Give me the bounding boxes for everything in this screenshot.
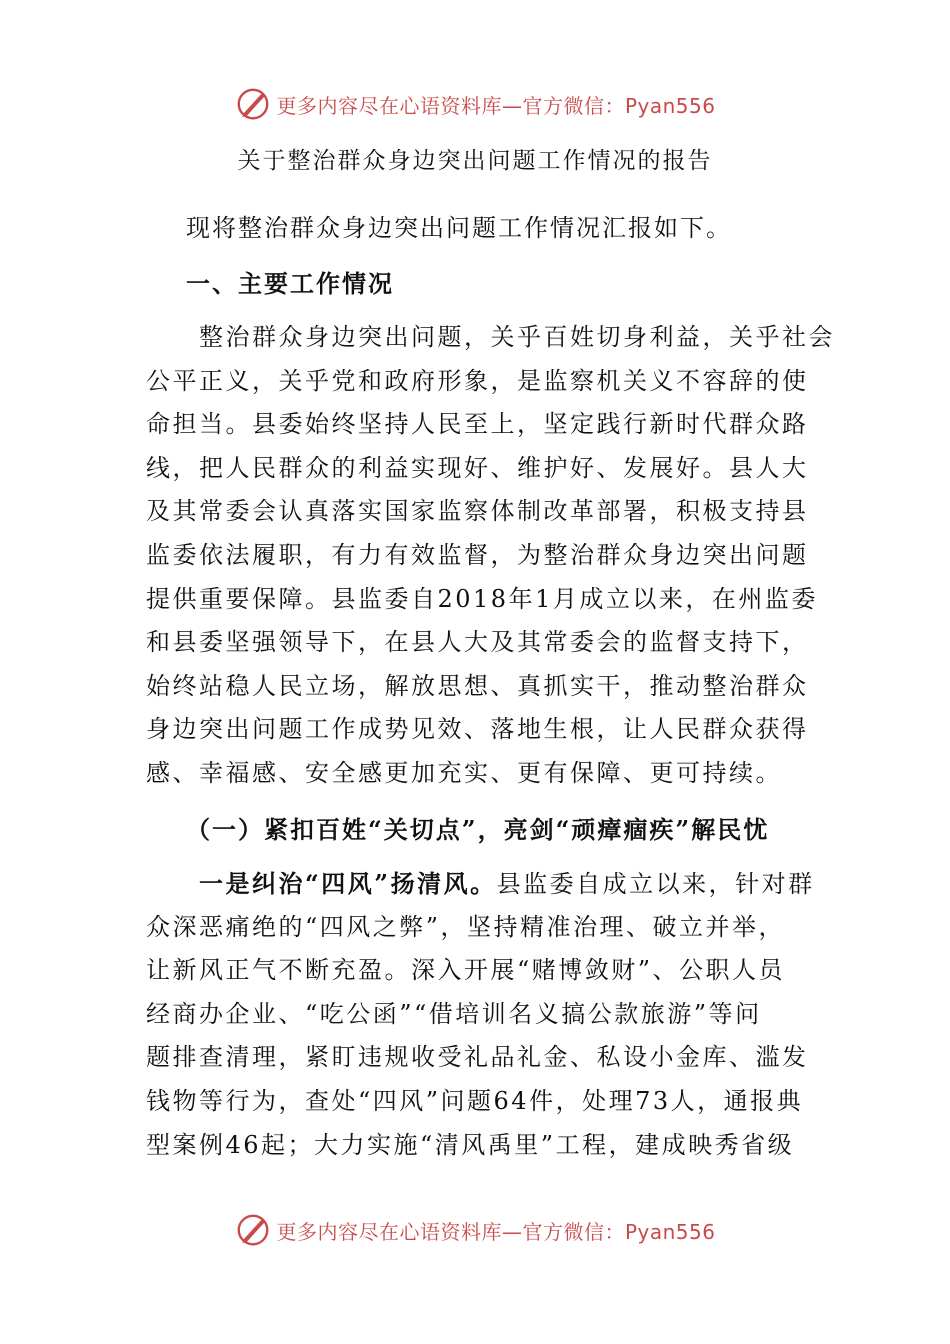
paragraph-main-work [146, 316, 835, 796]
paragraph-line: 感、幸福感、安全感更加充实、更有保障、更可持续。 [146, 758, 782, 787]
paragraph-line: 型案例46起；大力实施“清风禹里”工程，建成映秀省级 [146, 1130, 795, 1159]
paragraph-line: 及其常委会认真落实国家监察体制改革部署，积极支持县 [146, 497, 809, 526]
paragraph-line: 线，把人民群众的利益实现好、维护好、发展好。县人大 [146, 453, 809, 482]
paragraph-line: 题排查清理，紧盯违规收受礼品礼金、私设小金库、滥发 [146, 1043, 809, 1072]
paragraph-line: 和县委坚强领导下，在县人大及其常委会的监督支持下， [146, 628, 809, 657]
header-banner-text: 更多内容尽在心语资料库—官方微信：Pyan556 [276, 93, 716, 118]
footer-banner [0, 1210, 950, 1250]
section-heading-main-work: 一、主要工作情况 [186, 269, 394, 298]
paragraph-line: 众深恶痛绝的“四风之弊”，坚持精准治理、破立并举， [146, 912, 786, 941]
header-banner [0, 84, 950, 124]
paragraph-line: 提供重要保障。县监委自2018年1月成立以来，在州监委 [146, 584, 818, 613]
intro-text: 现将整治群众身边突出问题工作情况汇报如下。 [186, 214, 732, 242]
paragraph-line: 始终站稳人民立场，解放思想、真抓实干，推动整治群众 [146, 671, 809, 700]
paragraph-line: 让新风正气不断充盈。深入开展“赌博敛财”、公职人员 [146, 956, 786, 985]
paragraph-line: 公平正义，关乎党和政府形象，是监察机关义不容辞的使 [146, 366, 809, 395]
paragraph-four-winds [146, 862, 815, 1167]
paragraph-line: 监委依法履职，有力有效监督，为整治群众身边突出问题 [146, 540, 809, 569]
paragraph-line [146, 862, 815, 906]
paragraph-line: 命担当。县委始终坚持人民至上，坚定践行新时代群众路 [146, 410, 809, 439]
document-title: 关于整治群众身边突出问题工作情况的报告 [237, 148, 713, 174]
paragraph-line: 钱物等行为，查处“四风”问题64件，处理73人，通报典 [146, 1086, 804, 1115]
paragraph-line: 经商办企业、“吃公函”“借培训名义搞公款旅游”等问 [146, 999, 762, 1028]
paragraph-lead-rest: 县监委自成立以来，针对群 [496, 870, 815, 898]
paragraph-line: 身边突出问题工作成势见效、落地生根，让人民群众获得 [146, 715, 809, 744]
paragraph-lead: 一是纠治“四风”扬清风。 [146, 869, 497, 898]
pen-logo-icon [234, 1211, 272, 1249]
pen-logo-icon [234, 85, 272, 123]
footer-banner-text: 更多内容尽在心语资料库—官方微信：Pyan556 [276, 1219, 716, 1244]
paragraph-line: 整治群众身边突出问题，关乎百姓切身利益，关乎社会 [146, 323, 835, 351]
subsection-heading-1: （一）紧扣百姓“关切点”，亮剑“顽瘴痼疾”解民忧 [186, 815, 770, 844]
